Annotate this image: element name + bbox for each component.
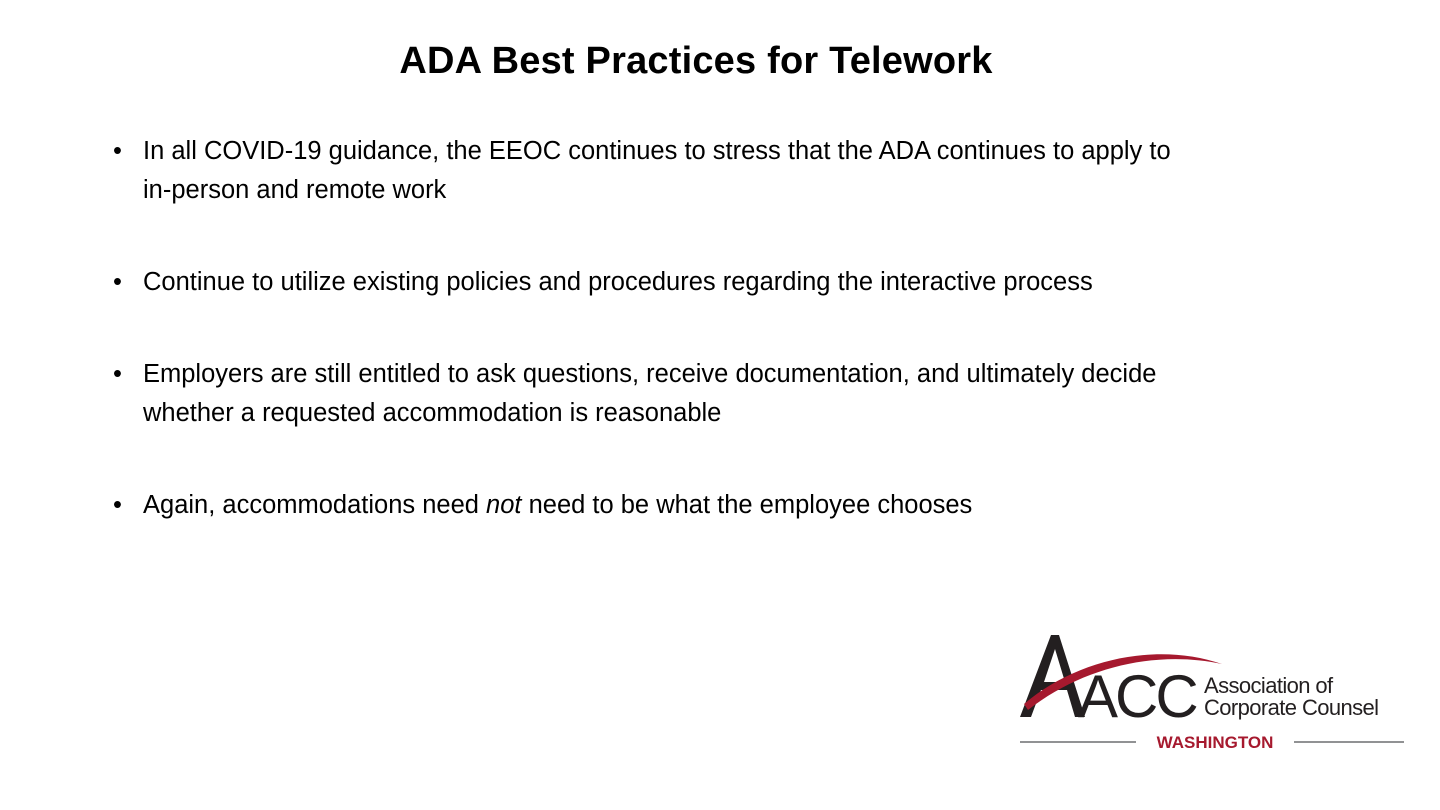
bullet-point-icon: • xyxy=(113,491,122,519)
acc-logo xyxy=(1018,630,1410,755)
bullet-item xyxy=(113,132,1193,210)
bullet-text xyxy=(143,491,972,519)
logo-name-line1: Association of xyxy=(1204,673,1333,698)
logo-name-line2: Corporate Counsel xyxy=(1204,695,1379,720)
bullet-text: Continue to utilize existing policies and procedures regarding the interactive process xyxy=(143,268,1093,296)
bullet-point-icon: • xyxy=(113,268,122,296)
bullet-list xyxy=(113,132,1193,578)
bullet-item xyxy=(113,355,1193,433)
bullet-item xyxy=(113,263,1193,302)
bullet-text: Employers are still entitled to ask questions, receive documentation, and ultimately decide whether a requested accommodation is reasonable xyxy=(143,360,1157,427)
bullet-text: In all COVID-19 guidance, the EEOC continues to stress that the ADA continues to apply to in-person and remote work xyxy=(143,137,1171,204)
logo-chapter: WASHINGTON xyxy=(1156,733,1274,752)
bullet-item xyxy=(113,486,1193,525)
bullet-point-icon: • xyxy=(113,137,122,165)
slide-title: ADA Best Practices for Telework xyxy=(399,40,993,82)
bullet-text-tail: need to be what the employee chooses xyxy=(521,491,973,519)
bullet-point-icon: • xyxy=(113,360,122,388)
bullet-text-emphasis: not xyxy=(486,491,522,519)
bullet-text-lead: Again, accommodations need xyxy=(143,491,487,519)
logo-wordmark: ACC xyxy=(1078,663,1196,730)
